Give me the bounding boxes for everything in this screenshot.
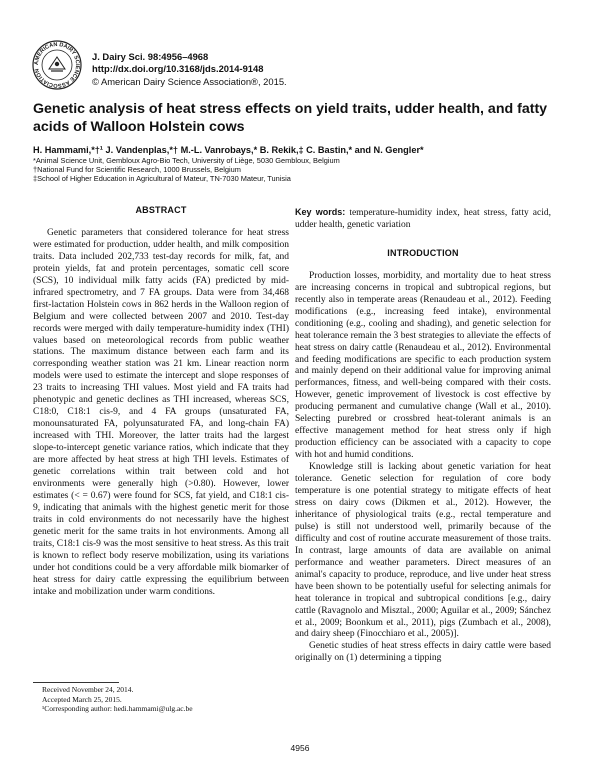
- footnote: [42, 685, 292, 714]
- intro-paragraph-3: Genetic studies of heat stress effects in dairy cattle were based originally on (1) determining a tipping: [295, 641, 551, 664]
- affiliations: [33, 157, 578, 183]
- abstract-heading: ABSTRACT: [135, 205, 187, 215]
- right-column: [295, 207, 551, 665]
- introduction-heading: INTRODUCTION: [387, 247, 459, 258]
- corresponding-author: ¹Corresponding author: hedi.hammami@ulg.ac.be: [42, 704, 193, 714]
- seal-text: AMERICAN DAIRY SCIENCE ASSOCIATION: [33, 41, 81, 89]
- journal-info: [92, 51, 287, 88]
- received-date: Received November 24, 2014.: [42, 685, 134, 694]
- paper-title: Genetic analysis of heat stress effects on yield traits, udder health, and fatty acids of Walloon Holstein cows: [33, 101, 548, 135]
- intro-paragraph-2: Knowledge still is lacking about genetic variation for heat tolerance. Genetic selection for regulation of core body temperature is one potential strategy to mitigate effects of heat stress on dairy cows (Dikmen et al., 2012). However, the inheritance of physiological traits (e.g., rectal temperature and pulse) is still not understood well, primarily because of the difficulty and cost of routine accurate measurement of those traits. In contrast, large amounts of data are available on animal performance and weather parameters. Direct measures of an animal's capacity to produce, reproduce, and live under heat stress have been shown to be potentially useful for selecting animals for heat tolerance in tropical and subtropical conditions [e.g., dairy cattle (Ravagnolo and Misztal., 2000; Aguilar et al., 2009; Sánchez et al., 2009; Boonkum et al., 2011), pigs (Zumbach et al., 2008), and dairy sheep (Finocchiaro et al., 2005)].: [295, 462, 551, 640]
- keywords-label: Key words:: [295, 207, 346, 217]
- author-list: H. Hammami,*†¹ J. Vandenplas,*† M.-L. Vanrobays,* B. Rekik,‡ C. Bastin,* and N. Gengler*: [33, 145, 424, 155]
- left-column: [33, 205, 289, 599]
- journal-seal-logo: [32, 40, 82, 90]
- page-number: 4956: [290, 743, 310, 753]
- copyright-notice: © American Dairy Science Association®, 2015.: [92, 75, 287, 87]
- doi-link[interactable]: http://dx.doi.org/10.3168/jds.2014-9148: [92, 63, 264, 75]
- accepted-date: Accepted March 25, 2015.: [42, 694, 122, 704]
- intro-paragraph-1: Production losses, morbidity, and mortality due to heat stress are increasing concerns in tropical and subtropical regions, but recently also in temperate areas (Renaudeau et al., 2012). Feeding modifications (e.g., increasing feed intake), environmental conditioning (e.g., cooling and shading), and genetic selection for heat tolerance remain the 3 best strategies to alleviate the effects of heat stress on dairy cattle (Renaudeau et al., 2012). Environmental and feeding modifications are specific to each production system and mainly depend on their additional value for improving animal performances, fitness, and well-being compared with their costs. However, genetic improvement of livestock is cost effective by producing permanent and cumulative change (Wall et al., 2010). Selecting purebred or crossbred heat-tolerant animals is an effective management method for heat stress only if high production efficiency can be associated with a capacity to cope with hot and humid conditions.: [295, 270, 551, 461]
- affiliation-3: ‡School of Higher Education in Agricultural of Mateur, TN-7030 Mateur, Tunisia: [33, 173, 291, 183]
- affiliation-2: †National Fund for Scientific Research, 1000 Brussels, Belgium: [33, 164, 241, 174]
- journal-citation: J. Dairy Sci. 98:4956–4968: [92, 51, 209, 62]
- footnote-divider: [33, 682, 119, 683]
- keywords-text: temperature-humidity index, heat stress, fatty acid, udder health, genetic variation: [295, 208, 552, 230]
- affiliation-1: *Animal Science Unit, Gembloux Agro-Bio Tech, University of Liège, 5030 Gembloux, Belgium: [33, 156, 340, 165]
- keywords: [295, 207, 551, 232]
- abstract-text: Genetic parameters that considered tolerance for heat stress were estimated for production, udder health, and milk composition traits. Data included 202,733 test-day records for milk, fat, and protein yields, fat and protein percentages, somatic cell score (SCS), 10 individual milk fatty acids (FA) predicted by mid-infrared spectrometry, and 7 FA groups. Data were from 34,468 first-lactation Holstein cows in 862 herds in the Walloon region of Belgium and were collected between 2007 and 2010. Test-day records were merged with daily temperature-humidity index (THI) values based on meteorological records from public weather stations. The maximum distance between each farm and its corresponding weather station was 21 km. Linear reaction norm models were used to estimate the intercept and slope responses of 23 traits to increasing THI values. Most yield and FA traits had phenotypic and genetic declines as THI increased, whereas SCS, C18:0, C18:1 cis-9, and 4 FA groups (unsaturated FA, monounsaturated FA, polyunsaturated FA, and long-chain FA) increased with THI. Moreover, the latter traits had the largest slope-to-intercept genetic variance ratios, which indicate that they are more affected by heat stress at high THI levels. Estimates of genetic correlations within trait between cold and hot environments were generally high (>0.80). However, lower estimates (< = 0.67) were found for SCS, fat yield, and C18:1 cis-9, indicating that animals with the highest genetic merit for those traits in cold environments do not necessarily have the highest genetic merit for the same traits in hot environments. Among all traits, C18:1 cis-9 was the most sensitive to heat stress. As this trait is known to reflect body reserve mobilization, using its variations under hot conditions could be a very affordable milk biomarker of heat stress for dairy cattle expressing the equilibrium between intake and mobilization under warm conditions.: [33, 227, 289, 597]
